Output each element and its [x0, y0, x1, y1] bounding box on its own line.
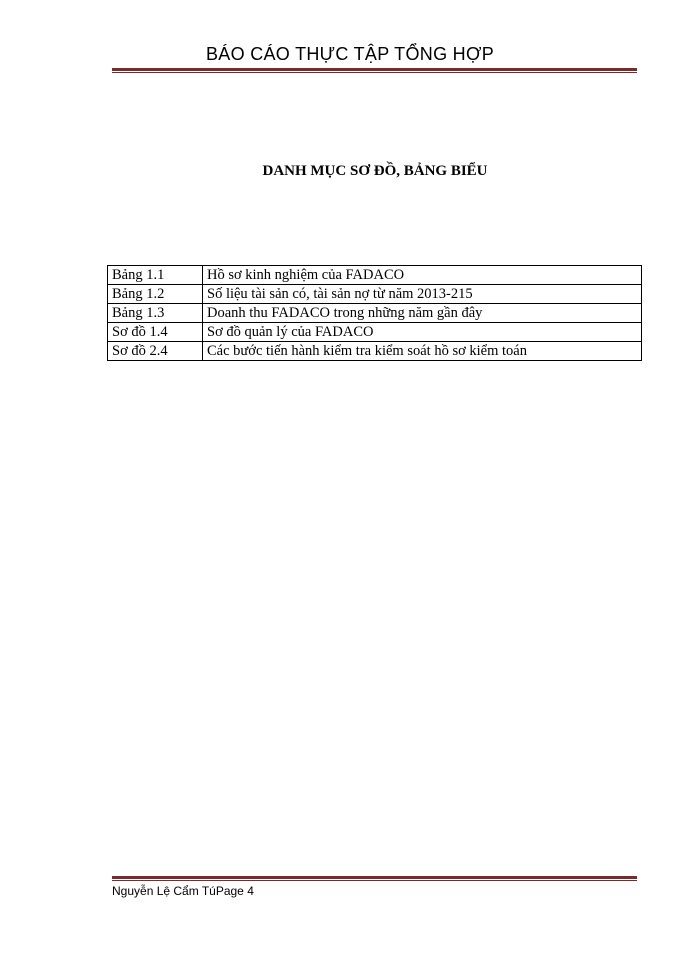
- row-label: Sơ đồ 2.4: [108, 342, 203, 361]
- running-header-title: BÁO CÁO THỰC TẬP TỔNG HỢP: [205, 44, 495, 64]
- row-description: Số liệu tài sản có, tài sản nợ từ năm 2013-215: [203, 285, 642, 304]
- row-label: Bảng 1.2: [108, 285, 203, 304]
- page-title: DANH MỤC SƠ ĐỒ, BẢNG BIỂU: [262, 163, 488, 179]
- row-description: Các bước tiến hành kiểm tra kiểm soát hồ sơ kiểm toán: [203, 342, 642, 361]
- row-label: Bảng 1.1: [108, 266, 203, 285]
- table-row: [108, 342, 642, 361]
- row-description: Sơ đồ quản lý của FADACO: [203, 323, 642, 342]
- table-row: [108, 266, 642, 285]
- row-description: Hồ sơ kinh nghiệm của FADACO: [203, 266, 642, 285]
- header-rule: [112, 68, 637, 73]
- footer-rule: [112, 876, 637, 881]
- row-label: Bảng 1.3: [108, 304, 203, 323]
- diagram-table-list: [107, 265, 642, 361]
- table-row: [108, 285, 642, 304]
- table-row: [108, 323, 642, 342]
- footer-author-page: Nguyễn Lệ Cẩm TúPage 4: [112, 884, 254, 898]
- row-description: Doanh thu FADACO trong những năm gần đây: [203, 304, 642, 323]
- row-label: Sơ đồ 1.4: [108, 323, 203, 342]
- table-row: [108, 304, 642, 323]
